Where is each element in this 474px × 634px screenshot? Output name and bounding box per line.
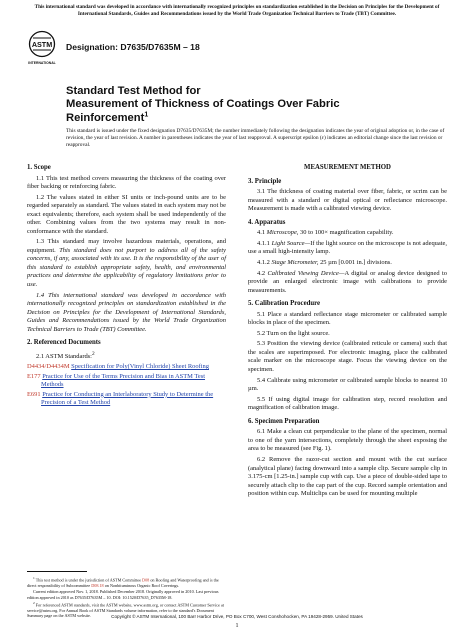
reference-e177[interactable]: E177 Practice for Use of the Terms Precision and Bias in ASTM Test Methods <box>27 372 206 389</box>
paragraph-1-2: 1.2 The values stated in either SI units or inch-pound units are to be regarded separately as standard. The values stated in each system may not be exact equivalents; therefore, each system shall be used independently of the other. Combining values from the two systems may result in non-conformance with the standard. <box>27 193 226 235</box>
title-line-2: Measurement of Thickness of Coatings Over Fabric <box>66 98 340 111</box>
paragraph-1-4: 1.4 This international standard was developed in accordance with internationally recognized principles on standardization established in the Decision on Principles for the Development of International Standards, Guides and Recommendations issued by the World Trade Organization Technical Barriers to Trade (TBT) Committee. <box>27 291 226 333</box>
document-title <box>66 85 446 125</box>
designation: Designation: D7635/D7635M – 18 <box>66 42 200 52</box>
referenced-documents-heading: 2. Referenced Documents <box>27 339 101 347</box>
footnote-2: $^2$ For referenced ASTM standards, visit the ASTM website, www.astm.org, or contact ASTM Customer Service at service@astm.org. For Annual Book of ASTM Standards volume information, refer to the standard's Document Summary page on the ASTM website. <box>27 601 224 619</box>
footnote-marker[interactable]: 1 <box>144 111 149 119</box>
right-column <box>248 164 447 501</box>
footnote-divider <box>27 571 87 572</box>
paragraph-5-1: 5.1 Place a standard reflectance stage micrometer or calibrated sample blocks in place of the specimen. <box>248 310 447 327</box>
paragraph-5-4: 5.4 Calibrate using micrometer or calibrated sample blocks to nearest 10 µm. <box>248 376 447 393</box>
paragraph-6-1: 6.1 Make a clean cut perpendicular to the plane of the specimen, normal to one of the yarn intersections, completely through the sheet exposing the area to be measured (see Fig. 1). <box>248 428 447 453</box>
paragraph-5-3: 5.3 Position the viewing device (calibrated reticule or camera) such that the scales are superimposed. For electronic imaging, place the calibrated scale marker on the microscope stage. Focus the viewing device on the specimen. <box>248 340 447 373</box>
title-line-3: Reinforcement$^1$ <box>66 111 149 124</box>
reference-d4434[interactable]: D4434/D4434M Specification for Poly(Vinyl Chloride) Sheet Roofing <box>27 363 209 371</box>
tbt-notice: This international standard was developed in accordance with internationally recognized principles on standardization established in the Decision on Principles for the Development of International Standards, Guides and Recommendations issued by the World Trade Organization Technical Barriers to Trade (TBT) Committee. <box>34 4 440 17</box>
paragraph-3-1: 3.1 The thickness of coating material over fiber, fabric, or scrim can be measured with a standard or digital optical or reflectance microscope. Measurement is made with a calibrated viewing device. <box>248 188 447 212</box>
paragraph-4-1-1: 4.1.1 Light Source—If the light source on the microscope is not adequate, use a small high-intensity lamp. <box>248 239 448 256</box>
paragraph-4-1-2: 4.1.2 Stage Micrometer, 25 µm [0.001 in.] divisions. <box>257 258 392 266</box>
principle-heading: 3. Principle <box>248 177 282 185</box>
title-line-1: Standard Test Method for <box>66 85 201 97</box>
paragraph-5-5: 5.5 If using digital image for calibration step, record resolution and magnification of calibration image. <box>248 395 447 412</box>
calibration-heading: 5. Calibration Procedure <box>248 300 321 308</box>
paragraph-4-1: 4.1 Microscope, 30 to 100× magnification capability. <box>257 229 394 236</box>
copyright-line: Copyright © ASTM International, 100 Barr Harbor Drive, PO Box C700, West Conshohocken, PA 19428-2959. United States <box>111 614 363 619</box>
reference-e691[interactable]: E691 Practice for Conducting an Interlaboratory Study to Determine the Precision of a Test Method <box>27 390 214 406</box>
paragraph-1-1: 1.1 This test method covers measuring the thickness of the coating over fiber backing or reinforcing fabric. <box>27 174 226 190</box>
measurement-method-heading: MEASUREMENT METHOD <box>304 164 391 171</box>
paragraph-5-2: 5.2 Turn on the light source. <box>257 329 330 337</box>
astm-logo-icon <box>27 30 57 68</box>
svg-text:ASTM: ASTM <box>31 39 53 49</box>
paragraph-4-2: 4.2 Calibrated Viewing Device—A digital or analog device designed to provide an enlarged electronic image with calibrations to provide measurements. <box>248 269 448 294</box>
apparatus-heading: 4. Apparatus <box>248 218 286 226</box>
footnote-1: $^1$ This test method is under the jurisdiction of ASTM Committee D08 on Roofing and Waterproofing and is the direct responsibility of Subcommittee D08.18 on Nonbituminous Organic Roof Coverings. <box>27 576 219 588</box>
left-column <box>27 164 226 409</box>
paragraph-6-2: 6.2 Remove the razor-cut section and mount with the cut surface (analytical plane) facing downward into a sample clip. Secure sample clip in 3.175-cm [1.25-in.] sample cup with cap. Use a piece of double-sided tape to securely attach clip to the cap part of the cup. Record sample orientation and position within cup. Multiclips can be used for mounting multiple <box>248 456 447 497</box>
scope-heading: 1. Scope <box>27 164 51 171</box>
paragraph-1-3: 1.3 This standard may involve hazardous materials, operations, and equipment. This standard does not purport to address all of the safety concerns, if any, associated with its use. It is the responsibility of the user of this standard to establish appropriate safety, health, and environmental practices and determine the applicability of regulatory limitations prior to use. <box>27 238 226 288</box>
page-number: 1 <box>235 623 239 629</box>
svg-text:INTERNATIONAL: INTERNATIONAL <box>28 61 56 65</box>
paragraph-2-1: 2.1 ASTM Standards:$^2$ <box>36 350 95 360</box>
footnote-1-edition: Current edition approved Nov. 1, 2018. Published December 2018. Originally approved in 2010. Last previous edition approved in 2010 as D7635/D7635M – 10. DOI: 10.1520/D7635_D7635M-18. <box>27 589 219 600</box>
specimen-preparation-heading: 6. Specimen Preparation <box>248 417 320 425</box>
standard-issue-note: This standard is issued under the fixed designation D7635/D7635M; the number immediately following the designation indicates the year of original adoption or, in the case of revision, the year of last revision. A number in parentheses indicates the year of last reapproval. A superscript epsilon (ε) indicates an editorial change since the last revision or reapproval. <box>66 128 445 148</box>
